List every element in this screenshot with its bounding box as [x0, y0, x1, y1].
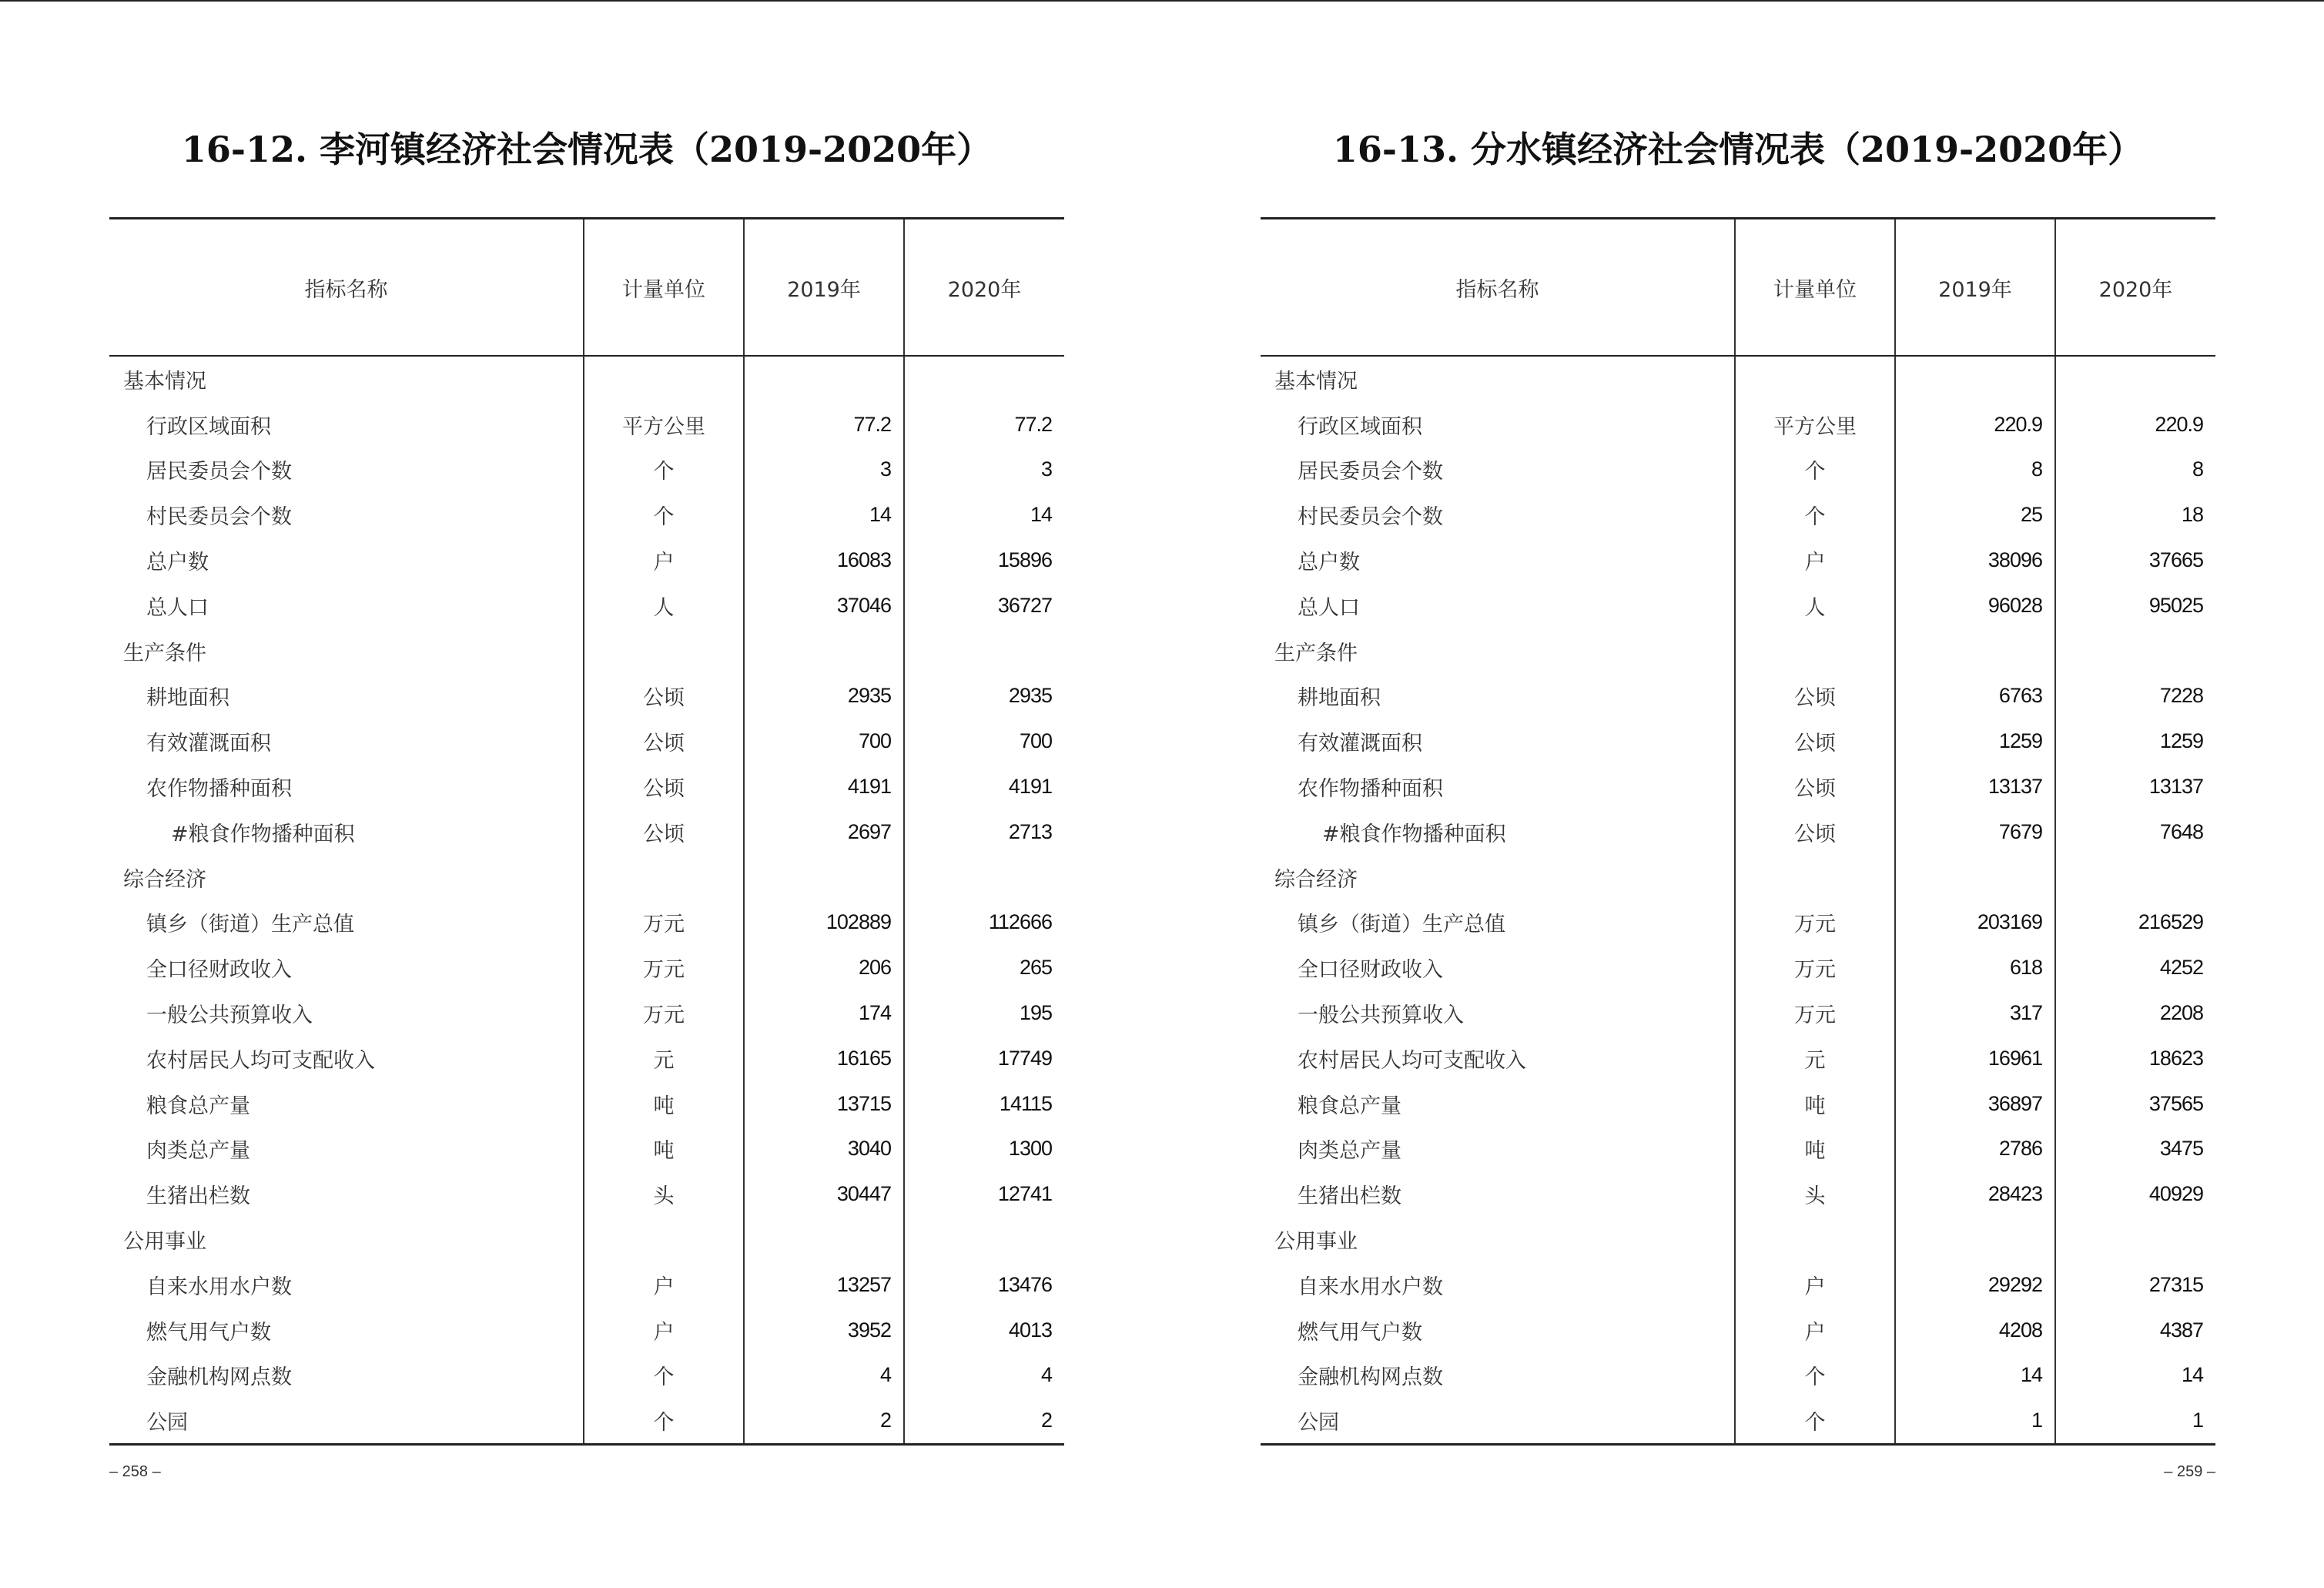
value-2020-cell: 14115: [904, 1081, 1064, 1127]
table-row: [109, 719, 1064, 764]
table-header-row: [109, 219, 1064, 357]
unit-cell: [584, 1217, 744, 1262]
indicator-name-cell: 全口径财政收入: [1298, 958, 1443, 983]
header-unit: 计量单位: [1735, 219, 1895, 357]
value-2019-cell: 4: [744, 1353, 904, 1399]
unit-cell: 户: [584, 538, 744, 583]
unit-cell: 公顷: [1735, 719, 1895, 764]
value-2019-cell: 13137: [1895, 764, 2055, 809]
value-2019-cell: 3952: [744, 1308, 904, 1353]
table-row: [1261, 945, 2215, 990]
unit-cell: 个: [584, 492, 744, 538]
table-row: [109, 583, 1064, 628]
value-2019-cell: 174: [744, 990, 904, 1036]
indicator-name-cell: 总人口: [1298, 595, 1360, 620]
section-header-row: [1261, 356, 2215, 402]
table-row: [109, 900, 1064, 946]
table-row: [109, 1036, 1064, 1081]
value-2019-cell: 13257: [744, 1262, 904, 1308]
table-row: [109, 674, 1064, 719]
table-row: [1261, 1171, 2215, 1217]
unit-cell: 吨: [584, 1081, 744, 1127]
indicator-name-cell: 村民委员会个数: [1298, 505, 1443, 530]
value-2019-cell: 4208: [1895, 1308, 2055, 1353]
value-2020-cell: 265: [904, 945, 1064, 990]
value-2019-cell: [1895, 855, 2055, 900]
section-header-row: [109, 1217, 1064, 1262]
indicator-name-cell: 金融机构网点数: [146, 1365, 292, 1390]
indicator-name-cell: 总户数: [1298, 551, 1360, 575]
unit-cell: 公顷: [1735, 674, 1895, 719]
value-2019-cell: 618: [1895, 945, 2055, 990]
unit-cell: [1735, 356, 1895, 402]
indicator-name-cell: 农作物播种面积: [146, 777, 292, 802]
table-row: [109, 809, 1064, 855]
indicator-name-cell: 一般公共预算收入: [146, 1003, 313, 1028]
value-2019-cell: 16165: [744, 1036, 904, 1081]
indicator-name-cell: 农村居民人均可支配收入: [146, 1048, 375, 1073]
value-2020-cell: [2055, 356, 2215, 402]
table-row: [1261, 1398, 2215, 1444]
table-row: [109, 447, 1064, 493]
value-2019-cell: 36897: [1895, 1081, 2055, 1127]
value-2020-cell: 112666: [904, 900, 1064, 946]
value-2020-cell: 14: [904, 492, 1064, 538]
value-2020-cell: 2935: [904, 674, 1064, 719]
indicator-name-cell: #粮食作物播种面积: [171, 822, 355, 846]
indicator-name-cell: 有效灌溉面积: [146, 732, 271, 756]
value-2020-cell: 14: [2055, 1353, 2215, 1399]
unit-cell: 万元: [1735, 945, 1895, 990]
value-2020-cell: [904, 628, 1064, 674]
indicator-name-cell: 全口径财政收入: [146, 958, 292, 983]
value-2020-cell: 7228: [2055, 674, 2215, 719]
unit-cell: 公顷: [1735, 764, 1895, 809]
indicator-name-cell: 耕地面积: [146, 686, 229, 711]
value-2019-cell: 2935: [744, 674, 904, 719]
unit-cell: 个: [1735, 1353, 1895, 1399]
table-row: [109, 1398, 1064, 1444]
value-2020-cell: 4013: [904, 1308, 1064, 1353]
value-2020-cell: 13476: [904, 1262, 1064, 1308]
unit-cell: [1735, 855, 1895, 900]
indicator-name-cell: 生产条件: [1274, 641, 1358, 665]
value-2020-cell: 18623: [2055, 1036, 2215, 1081]
table-row: [109, 990, 1064, 1036]
value-2020-cell: 1: [2055, 1398, 2215, 1444]
header-year-2020: 2020年: [904, 219, 1064, 357]
value-2019-cell: 203169: [1895, 900, 2055, 946]
value-2020-cell: [904, 356, 1064, 402]
unit-cell: 个: [1735, 1398, 1895, 1444]
indicator-name-cell: 公园: [1298, 1411, 1339, 1436]
section-header-row: [1261, 855, 2215, 900]
value-2019-cell: 206: [744, 945, 904, 990]
indicator-name-cell: 居民委员会个数: [1298, 460, 1443, 484]
table-body: [1261, 356, 2215, 1445]
indicator-name-cell: 粮食总产量: [1298, 1094, 1401, 1118]
value-2019-cell: 3: [744, 447, 904, 493]
table-row: [109, 1081, 1064, 1127]
value-2020-cell: 17749: [904, 1036, 1064, 1081]
indicator-name-cell: 燃气用气户数: [146, 1320, 271, 1345]
unit-cell: 吨: [1735, 1081, 1895, 1127]
table-row: [1261, 1127, 2215, 1172]
indicator-name-cell: 公用事业: [123, 1230, 206, 1255]
value-2019-cell: 29292: [1895, 1262, 2055, 1308]
table-row: [109, 1127, 1064, 1172]
value-2019-cell: [1895, 628, 2055, 674]
table-row: [109, 492, 1064, 538]
value-2019-cell: 700: [744, 719, 904, 764]
indicator-name-cell: 农作物播种面积: [1298, 777, 1443, 802]
indicator-name-cell: 总户数: [146, 551, 209, 575]
table-row: [1261, 538, 2215, 583]
value-2019-cell: 2: [744, 1398, 904, 1444]
unit-cell: 万元: [584, 990, 744, 1036]
table-row: [109, 1353, 1064, 1399]
value-2020-cell: [2055, 1217, 2215, 1262]
unit-cell: 万元: [1735, 990, 1895, 1036]
table-row: [1261, 492, 2215, 538]
indicator-name-cell: #粮食作物播种面积: [1322, 822, 1506, 846]
indicator-name-cell: 综合经济: [1274, 867, 1358, 892]
unit-cell: 公顷: [1735, 809, 1895, 855]
value-2020-cell: 36727: [904, 583, 1064, 628]
indicator-name-cell: 一般公共预算收入: [1298, 1003, 1464, 1028]
unit-cell: 个: [584, 447, 744, 493]
section-header-row: [1261, 1217, 2215, 1262]
value-2020-cell: 7648: [2055, 809, 2215, 855]
table-row: [109, 1171, 1064, 1217]
value-2020-cell: 40929: [2055, 1171, 2215, 1217]
table-header-row: [1261, 219, 2215, 357]
indicator-name-cell: 自来水用水户数: [1298, 1275, 1443, 1299]
value-2020-cell: 37665: [2055, 538, 2215, 583]
value-2019-cell: [744, 1217, 904, 1262]
unit-cell: [1735, 1217, 1895, 1262]
value-2020-cell: [904, 1217, 1064, 1262]
value-2020-cell: 3: [904, 447, 1064, 493]
value-2019-cell: 1: [1895, 1398, 2055, 1444]
indicator-name-cell: 金融机构网点数: [1298, 1365, 1443, 1390]
unit-cell: 人: [584, 583, 744, 628]
value-2019-cell: 2786: [1895, 1127, 2055, 1172]
unit-cell: 吨: [584, 1127, 744, 1172]
indicator-name-cell: 公用事业: [1274, 1230, 1358, 1255]
unit-cell: 公顷: [584, 674, 744, 719]
header-year-2020: 2020年: [2055, 219, 2215, 357]
section-header-row: [109, 356, 1064, 402]
unit-cell: 公顷: [584, 719, 744, 764]
unit-cell: 吨: [1735, 1127, 1895, 1172]
value-2019-cell: 16961: [1895, 1036, 2055, 1081]
value-2020-cell: [2055, 628, 2215, 674]
indicator-name-cell: 镇乡（街道）生产总值: [1298, 913, 1505, 937]
value-2019-cell: 1259: [1895, 719, 2055, 764]
value-2019-cell: [1895, 1217, 2055, 1262]
unit-cell: 元: [584, 1036, 744, 1081]
value-2019-cell: 37046: [744, 583, 904, 628]
stats-table: [1261, 217, 2215, 1446]
page-number: – 258 –: [109, 1463, 161, 1480]
unit-cell: 户: [1735, 538, 1895, 583]
value-2020-cell: 2: [904, 1398, 1064, 1444]
header-indicator-name: 指标名称: [1261, 219, 1735, 357]
unit-cell: 头: [584, 1171, 744, 1217]
table-row: [1261, 1308, 2215, 1353]
table-row: [1261, 809, 2215, 855]
indicator-name-cell: 粮食总产量: [146, 1094, 250, 1118]
table-row: [1261, 719, 2215, 764]
header-indicator-name: 指标名称: [109, 219, 584, 357]
header-unit: 计量单位: [584, 219, 744, 357]
indicator-name-cell: 村民委员会个数: [146, 505, 292, 530]
value-2020-cell: 216529: [2055, 900, 2215, 946]
indicator-name-cell: 基本情况: [123, 369, 206, 394]
value-2020-cell: 27315: [2055, 1262, 2215, 1308]
value-2019-cell: 6763: [1895, 674, 2055, 719]
indicator-name-cell: 综合经济: [123, 867, 206, 892]
unit-cell: [584, 628, 744, 674]
table-row: [1261, 764, 2215, 809]
table-row: [1261, 583, 2215, 628]
value-2019-cell: 7679: [1895, 809, 2055, 855]
indicator-name-cell: 农村居民人均可支配收入: [1298, 1048, 1526, 1073]
value-2020-cell: [904, 855, 1064, 900]
value-2020-cell: 195: [904, 990, 1064, 1036]
value-2019-cell: 8: [1895, 447, 2055, 493]
value-2019-cell: [1895, 356, 2055, 402]
value-2020-cell: 8: [2055, 447, 2215, 493]
value-2020-cell: 12741: [904, 1171, 1064, 1217]
value-2020-cell: 95025: [2055, 583, 2215, 628]
value-2020-cell: 1259: [2055, 719, 2215, 764]
value-2019-cell: 77.2: [744, 402, 904, 447]
unit-cell: 万元: [1735, 900, 1895, 946]
unit-cell: 个: [1735, 447, 1895, 493]
indicator-name-cell: 肉类总产量: [146, 1139, 250, 1164]
value-2020-cell: 700: [904, 719, 1064, 764]
indicator-name-cell: 生猪出栏数: [1298, 1184, 1401, 1209]
indicator-name-cell: 镇乡（街道）生产总值: [146, 913, 354, 937]
value-2020-cell: 15896: [904, 538, 1064, 583]
unit-cell: [1735, 628, 1895, 674]
value-2020-cell: 4252: [2055, 945, 2215, 990]
indicator-name-cell: 生猪出栏数: [146, 1184, 250, 1209]
value-2019-cell: 16083: [744, 538, 904, 583]
unit-cell: 户: [1735, 1262, 1895, 1308]
value-2020-cell: 2208: [2055, 990, 2215, 1036]
value-2019-cell: 96028: [1895, 583, 2055, 628]
unit-cell: 平方公里: [584, 402, 744, 447]
value-2020-cell: 77.2: [904, 402, 1064, 447]
table-row: [1261, 1081, 2215, 1127]
section-header-row: [109, 855, 1064, 900]
indicator-name-cell: 公园: [146, 1411, 188, 1436]
right-page: [1261, 0, 2215, 1588]
value-2019-cell: [744, 356, 904, 402]
value-2019-cell: 38096: [1895, 538, 2055, 583]
table-row: [1261, 900, 2215, 946]
table-row: [1261, 674, 2215, 719]
unit-cell: 户: [584, 1262, 744, 1308]
value-2019-cell: 102889: [744, 900, 904, 946]
value-2020-cell: [2055, 855, 2215, 900]
indicator-name-cell: 行政区域面积: [146, 414, 271, 439]
value-2020-cell: 4: [904, 1353, 1064, 1399]
value-2020-cell: 4387: [2055, 1308, 2215, 1353]
unit-cell: 人: [1735, 583, 1895, 628]
table-row: [109, 764, 1064, 809]
unit-cell: 万元: [584, 900, 744, 946]
value-2020-cell: 4191: [904, 764, 1064, 809]
value-2020-cell: 2713: [904, 809, 1064, 855]
value-2019-cell: 2697: [744, 809, 904, 855]
header-year-2019: 2019年: [744, 219, 904, 357]
table-row: [1261, 990, 2215, 1036]
section-header-row: [109, 628, 1064, 674]
table-row: [109, 1308, 1064, 1353]
unit-cell: 元: [1735, 1036, 1895, 1081]
value-2020-cell: 37565: [2055, 1081, 2215, 1127]
value-2020-cell: 13137: [2055, 764, 2215, 809]
unit-cell: 个: [1735, 492, 1895, 538]
unit-cell: 平方公里: [1735, 402, 1895, 447]
value-2019-cell: 220.9: [1895, 402, 2055, 447]
unit-cell: 个: [584, 1353, 744, 1399]
unit-cell: 公顷: [584, 809, 744, 855]
table-row: [109, 1262, 1064, 1308]
value-2019-cell: 4191: [744, 764, 904, 809]
indicator-name-cell: 肉类总产量: [1298, 1139, 1401, 1164]
unit-cell: [584, 356, 744, 402]
unit-cell: 户: [1735, 1308, 1895, 1353]
value-2019-cell: [744, 628, 904, 674]
indicator-name-cell: 行政区域面积: [1298, 414, 1422, 439]
unit-cell: 户: [584, 1308, 744, 1353]
indicator-name-cell: 燃气用气户数: [1298, 1320, 1422, 1345]
indicator-name-cell: 生产条件: [123, 641, 206, 665]
value-2019-cell: 317: [1895, 990, 2055, 1036]
table-row: [109, 538, 1064, 583]
value-2019-cell: 14: [1895, 1353, 2055, 1399]
section-header-row: [1261, 628, 2215, 674]
stats-table: [109, 217, 1064, 1446]
indicator-name-cell: 耕地面积: [1298, 686, 1381, 711]
left-page: [109, 0, 1064, 1588]
value-2019-cell: 30447: [744, 1171, 904, 1217]
value-2019-cell: 28423: [1895, 1171, 2055, 1217]
table-row: [109, 402, 1064, 447]
table-row: [1261, 1036, 2215, 1081]
table-title: 16-13. 分水镇经济社会情况表（2019-2020年）: [1332, 129, 2144, 170]
value-2020-cell: 18: [2055, 492, 2215, 538]
table-row: [109, 945, 1064, 990]
header-year-2019: 2019年: [1895, 219, 2055, 357]
value-2019-cell: 25: [1895, 492, 2055, 538]
page-number: – 259 –: [2164, 1463, 2215, 1480]
indicator-name-cell: 自来水用水户数: [146, 1275, 292, 1299]
value-2020-cell: 220.9: [2055, 402, 2215, 447]
unit-cell: 头: [1735, 1171, 1895, 1217]
unit-cell: 万元: [584, 945, 744, 990]
indicator-name-cell: 基本情况: [1274, 369, 1358, 394]
table-row: [1261, 447, 2215, 493]
table-title: 16-12. 李河镇经济社会情况表（2019-2020年）: [181, 129, 993, 170]
indicator-name-cell: 居民委员会个数: [146, 460, 292, 484]
value-2019-cell: 13715: [744, 1081, 904, 1127]
value-2020-cell: 3475: [2055, 1127, 2215, 1172]
indicator-name-cell: 有效灌溉面积: [1298, 732, 1422, 756]
table-row: [1261, 1353, 2215, 1399]
table-row: [1261, 402, 2215, 447]
indicator-name-cell: 总人口: [146, 595, 209, 620]
unit-cell: [584, 855, 744, 900]
unit-cell: 个: [584, 1398, 744, 1444]
value-2020-cell: 1300: [904, 1127, 1064, 1172]
table-row: [1261, 1262, 2215, 1308]
unit-cell: 公顷: [584, 764, 744, 809]
value-2019-cell: 14: [744, 492, 904, 538]
value-2019-cell: 3040: [744, 1127, 904, 1172]
table-body: [109, 356, 1064, 1445]
value-2019-cell: [744, 855, 904, 900]
